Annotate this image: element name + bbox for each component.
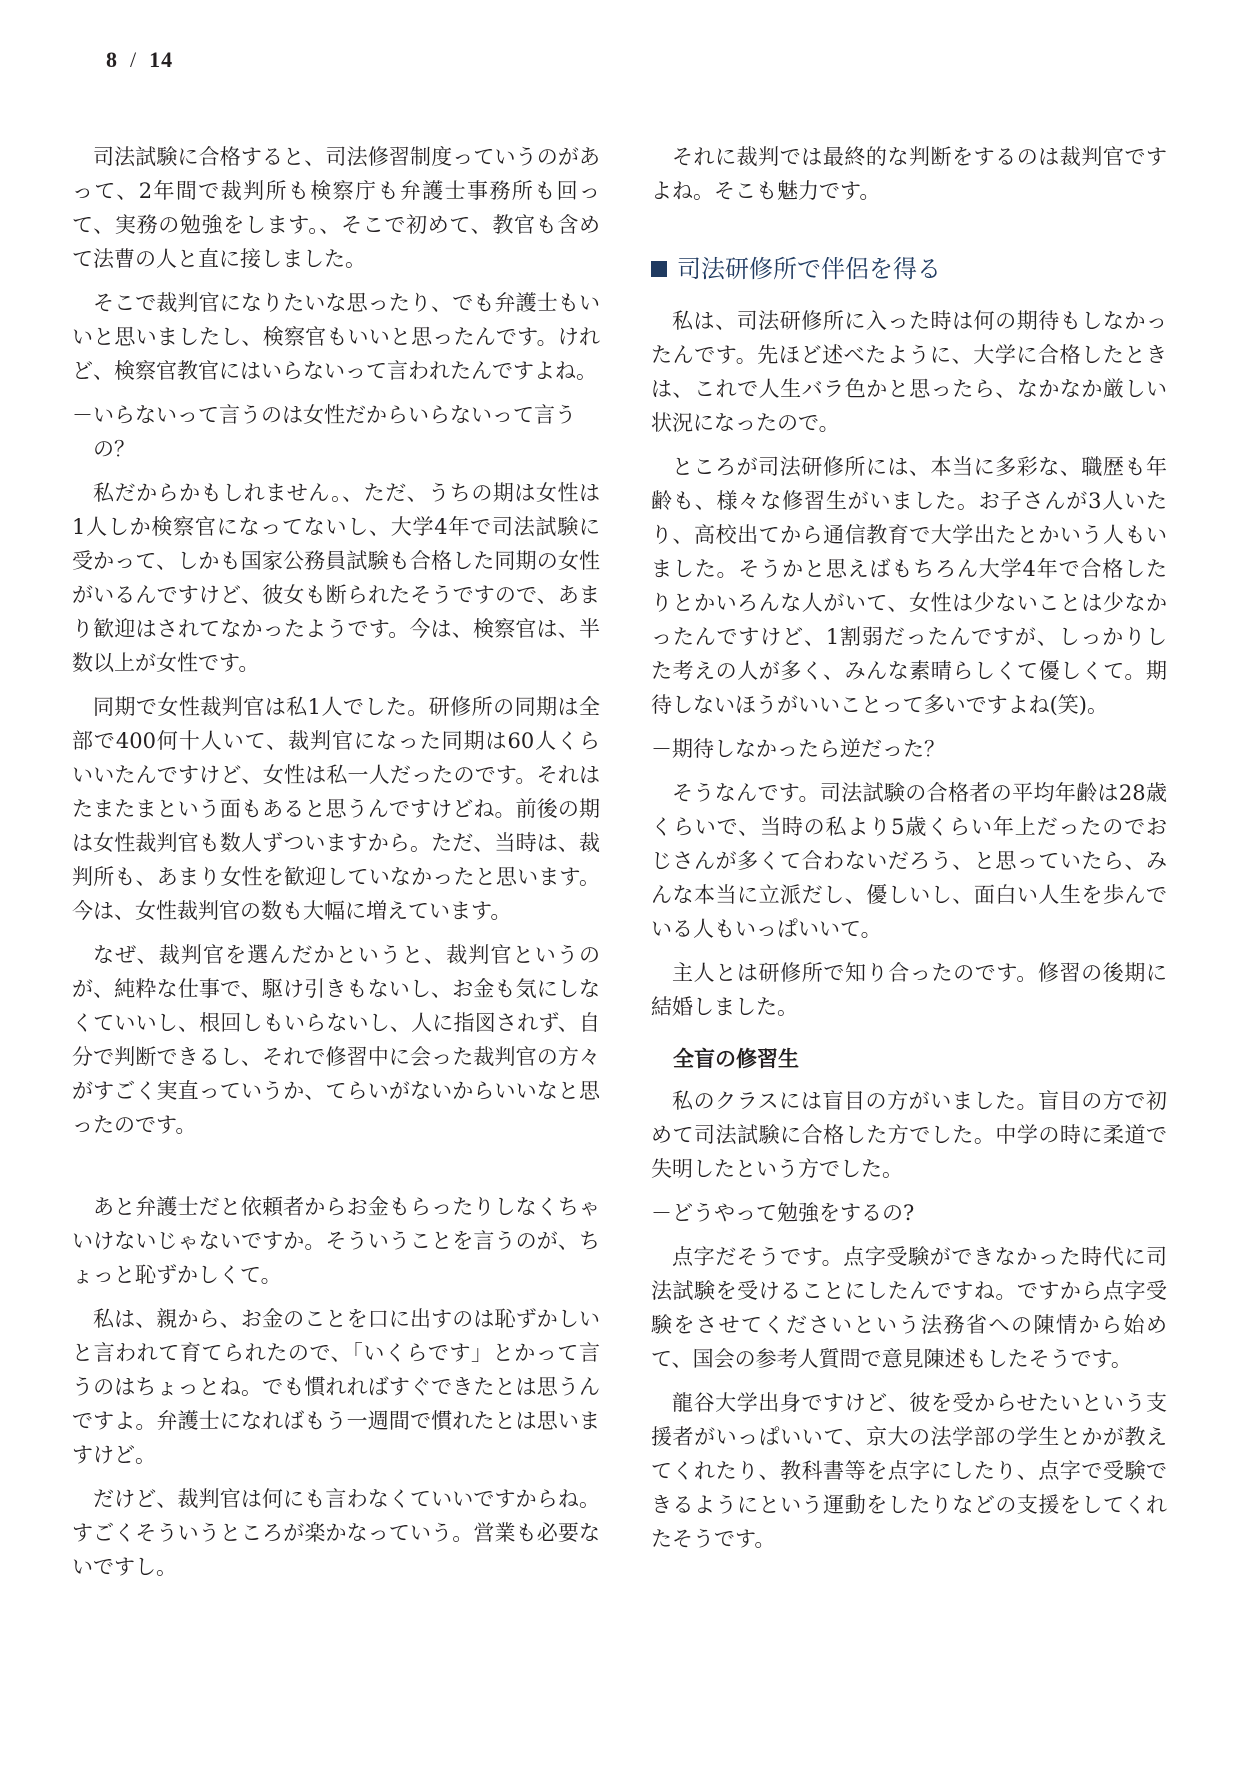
section-heading bbox=[651, 252, 1167, 286]
sub-heading: 全盲の修習生 bbox=[673, 1047, 799, 1071]
paragraph: なぜ、裁判官を選んだかというと、裁判官というのが、純粋な仕事で、駆け引きもないし、お金も気にしなくていいし、根回しもいらないし、人に指図されず、自分で判断できるし、それで修習中に会った裁判官の方々がすごく実直っていうか、てらいがないからいいなと思ったのです。 bbox=[72, 943, 600, 1137]
paragraph: 司法試験に合格すると、司法修習制度っていうのがあって、2年間で裁判所も検察庁も弁護士事務所も回って、実務の勉強をします。、そこで初めて、教官も含めて法曹の人と直に接しました。 bbox=[72, 145, 600, 271]
page-number bbox=[106, 47, 173, 73]
paragraph: そこで裁判官になりたいな思ったり、でも弁護士もいいと思いましたし、検察官もいいと思ったんです。けれど、検察官教官にはいらないって言われたんですよね。 bbox=[72, 291, 600, 383]
page-separator: / bbox=[130, 47, 138, 72]
paragraph: 私は、親から、お金のことを口に出すのは恥ずかしいと言われて育てられたので、「いくらです」とかって言うのはちょっとね。でも慣れればすぐできたとは思うんですよ。弁護士になればもう一週間で慣れたとは思いますけど。 bbox=[72, 1307, 600, 1467]
current-page: 8 bbox=[106, 47, 118, 72]
paragraph: 私だからかもしれません。、ただ、うちの期は女性は1人しか検察官になってないし、大学4年で司法試験に受かって、しかも国家公務員試験も合格した同期の女性がいるんですけど、彼女も断られたそうですので、あまり歓迎はされてなかったようです。今は、検察官は、半数以上が女性です。 bbox=[72, 481, 600, 675]
paragraph: それに裁判では最終的な判断をするのは裁判官ですよね。そこも魅力です。 bbox=[651, 145, 1167, 203]
paragraph: あと弁護士だと依頼者からお金もらったりしなくちゃいけないじゃないですか。そういうことを言うのが、ちょっと恥ずかしくて。 bbox=[72, 1195, 600, 1287]
interview-question: －いらないって言うのは女性だからいらないって言うの？ bbox=[72, 403, 576, 461]
paragraph: だけど、裁判官は何にも言わなくていいですからね。すごくそういうところが楽かなっていう。営業も必要ないですし。 bbox=[72, 1487, 600, 1579]
paragraph: 点字だそうです。点字受験ができなかった時代に司法試験を受けることにしたんですね。ですから点字受験をさせてくださいという法務省への陳情から始めて、国会の参考人質問で意見陳述もしたそうです。 bbox=[651, 1245, 1167, 1371]
paragraph: そうなんです。司法試験の合格者の平均年齢は28歳くらいで、当時の私より5歳くらい年上だったのでおじさんが多くて合わないだろう、と思っていたら、みんな本当に立派だし、優しいし、面白い人生を歩んでいる人もいっぱいいて。 bbox=[651, 781, 1167, 941]
paragraph: 主人とは研修所で知り合ったのです。修習の後期に結婚しました。 bbox=[651, 961, 1167, 1019]
interview-question: －どうやって勉強をするの? bbox=[651, 1201, 915, 1225]
paragraph: 同期で女性裁判官は私1人でした。研修所の同期は全部で400何十人いて、裁判官になった同期は60人くらいいたんですけど、女性は私一人だったのです。それはたまたまという面もあると思うんですけどね。前後の期は女性裁判官も数人ずついますから。ただ、当時は、裁判所も、あまり女性を歓迎していなかったと思います。今は、女性裁判官の数も大幅に増えています。 bbox=[72, 695, 600, 923]
right-column bbox=[651, 140, 1167, 1566]
left-column bbox=[72, 140, 600, 1594]
square-bullet-icon bbox=[651, 261, 667, 277]
paragraph: ところが司法研修所には、本当に多彩な、職歴も年齢も、様々な修習生がいました。お子さんが3人いたり、高校出てから通信教育で大学出たとかいう人もいました。そうかと思えばもちろん大学4年で合格したりとかいろんな人がいて、女性は少ないことは少なかったんですけど、1割弱だったんですが、しっかりした考えの人が多く、みんな素晴らしくて優しくて。期待しないほうがいいことって多いですよね(笑)。 bbox=[651, 455, 1167, 717]
total-pages: 14 bbox=[149, 47, 174, 72]
paragraph: 私は、司法研修所に入った時は何の期待もしなかったんです。先ほど述べたように、大学に合格したときは、これで人生バラ色かと思ったら、なかなか厳しい状況になったので。 bbox=[651, 309, 1167, 435]
paragraph: 龍谷大学出身ですけど、彼を受からせたいという支援者がいっぱいいて、京大の法学部の学生とかが教えてくれたり、教科書等を点字にしたり、点字で受験できるようにという運動をしたりなどの支援をしてくれたそうです。 bbox=[651, 1391, 1167, 1551]
interview-question: －期待しなかったら逆だった？ bbox=[651, 737, 945, 761]
section-heading-text: 司法研修所で伴侶を得る bbox=[677, 255, 941, 283]
paragraph: 私のクラスには盲目の方がいました。盲目の方で初めて司法試験に合格した方でした。中学の時に柔道で失明したという方でした。 bbox=[651, 1089, 1167, 1181]
